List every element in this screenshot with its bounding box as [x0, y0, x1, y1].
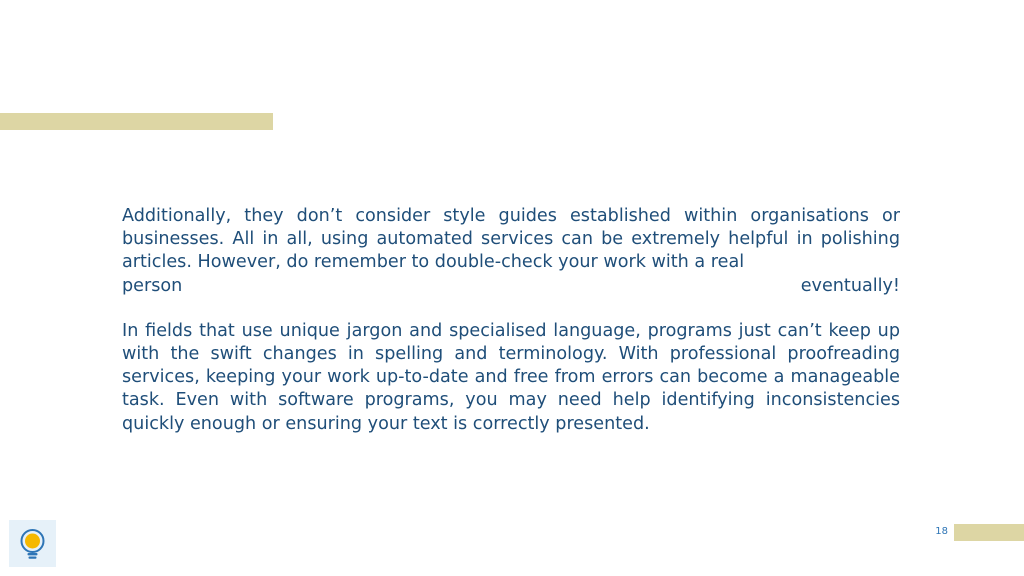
- bottom-accent-bar: [954, 524, 1024, 541]
- paragraph-1-end-right: eventually!: [800, 275, 900, 296]
- paragraph-1: [122, 205, 900, 298]
- paragraph-1-last-line: [122, 275, 900, 298]
- slide-body: [122, 205, 900, 436]
- paragraph-1-end-left: person: [122, 275, 183, 296]
- page-number: 18: [935, 526, 948, 537]
- lightbulb-icon: [9, 520, 56, 567]
- top-accent-bar: [0, 113, 273, 130]
- paragraph-1-main: Additionally, they don’t consider style guides established within organisations or businesses. All in all, using automated services can be extremely helpful in polishing articles. However, do remember to double-check your work with a real: [122, 206, 900, 273]
- logo: [9, 520, 56, 567]
- paragraph-2: In fields that use unique jargon and specialised language, programs just can’t keep up with the swift changes in spelling and terminology. With professional proofreading services, keeping your work up-to-date and free from errors can become a manageable task. Even with software programs, you may need help identifying inconsistencies quickly enough or ensuring your text is correctly presented.: [122, 320, 900, 434]
